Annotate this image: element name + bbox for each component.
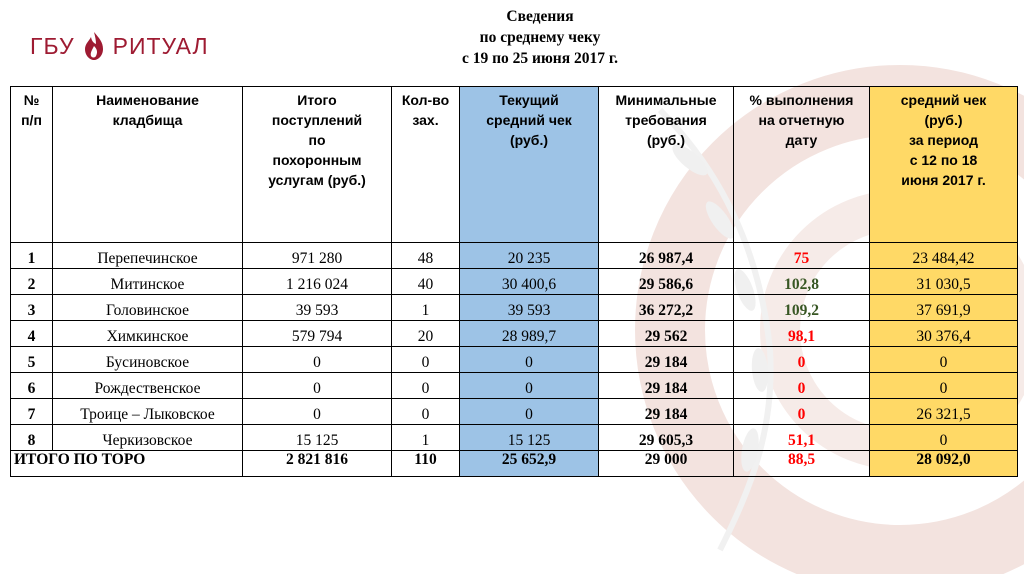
page-title (380, 6, 700, 69)
table-row (11, 269, 1018, 295)
header-num: № п/п (11, 87, 53, 243)
cell-current: 15 125 (460, 425, 599, 451)
cell-prev: 0 (870, 373, 1018, 399)
cell-num: 1 (11, 243, 53, 269)
header-income: Итого поступлений по похоронным услугам (руб.) (243, 87, 392, 243)
cell-num: 8 (11, 425, 53, 451)
cell-income: 0 (243, 347, 392, 373)
cell-name: Бусиновское (53, 347, 243, 373)
cell-min: 29 184 (599, 373, 734, 399)
table-row (11, 373, 1018, 399)
cell-num: 7 (11, 399, 53, 425)
cell-min: 29 184 (599, 347, 734, 373)
cell-pct: 51,1 (734, 425, 870, 451)
cell-pct: 0 (734, 347, 870, 373)
cell-min: 29 184 (599, 399, 734, 425)
total-current: 25 652,9 (460, 451, 599, 477)
cell-min: 29 605,3 (599, 425, 734, 451)
cell-current: 30 400,6 (460, 269, 599, 295)
title-line-1: Сведения (506, 8, 574, 25)
cell-prev: 0 (870, 347, 1018, 373)
cell-count: 0 (392, 399, 460, 425)
table-row (11, 295, 1018, 321)
cell-count: 1 (392, 425, 460, 451)
cell-income: 579 794 (243, 321, 392, 347)
cell-count: 48 (392, 243, 460, 269)
header-pct: % выполнения на отчетную дату (734, 87, 870, 243)
cell-num: 4 (11, 321, 53, 347)
header-count: Кол-во зах. (392, 87, 460, 243)
header-prev: средний чек (руб.) за период с 12 по 18 июня 2017 г. (870, 87, 1018, 243)
title-line-3: с 19 по 25 июня 2017 г. (461, 50, 619, 67)
table-row (11, 399, 1018, 425)
table-row (11, 243, 1018, 269)
cell-num: 2 (11, 269, 53, 295)
cell-count: 1 (392, 295, 460, 321)
cell-name: Химкинское (53, 321, 243, 347)
cell-current: 0 (460, 347, 599, 373)
total-row (11, 451, 1018, 477)
cell-name: Перепечинское (53, 243, 243, 269)
cell-min: 26 987,4 (599, 243, 734, 269)
cell-count: 0 (392, 373, 460, 399)
cell-prev: 26 321,5 (870, 399, 1018, 425)
cell-prev: 30 376,4 (870, 321, 1018, 347)
header-current: Текущий средний чек (руб.) (460, 87, 599, 243)
total-prev: 28 092,0 (870, 451, 1018, 477)
cell-min: 29 586,6 (599, 269, 734, 295)
cell-num: 3 (11, 295, 53, 321)
cell-min: 36 272,2 (599, 295, 734, 321)
cell-prev: 31 030,5 (870, 269, 1018, 295)
flame-icon (81, 30, 107, 62)
cell-prev: 37 691,9 (870, 295, 1018, 321)
total-label: ИТОГО ПО ТОРО (11, 451, 243, 477)
cell-current: 20 235 (460, 243, 599, 269)
cell-income: 0 (243, 373, 392, 399)
cell-pct: 75 (734, 243, 870, 269)
cell-prev: 0 (870, 425, 1018, 451)
cell-prev: 23 484,42 (870, 243, 1018, 269)
report-table (10, 86, 1018, 477)
cell-min: 29 562 (599, 321, 734, 347)
total-pct: 88,5 (734, 451, 870, 477)
cell-name: Троице – Лыковское (53, 399, 243, 425)
cell-pct: 0 (734, 373, 870, 399)
cell-pct: 98,1 (734, 321, 870, 347)
table-row (11, 321, 1018, 347)
cell-income: 0 (243, 399, 392, 425)
cell-income: 1 216 024 (243, 269, 392, 295)
cell-name: Митинское (53, 269, 243, 295)
cell-income: 15 125 (243, 425, 392, 451)
title-line-2: по среднему чеку (479, 29, 601, 46)
total-count: 110 (392, 451, 460, 477)
logo-text-left: ГБУ (30, 32, 75, 59)
cell-name: Черкизовское (53, 425, 243, 451)
header-row (11, 87, 1018, 243)
cell-current: 28 989,7 (460, 321, 599, 347)
cell-current: 0 (460, 373, 599, 399)
table-row (11, 425, 1018, 451)
table-row (11, 347, 1018, 373)
cell-current: 0 (460, 399, 599, 425)
cell-name: Головинское (53, 295, 243, 321)
cell-num: 6 (11, 373, 53, 399)
cell-num: 5 (11, 347, 53, 373)
logo-text-right: РИТУАЛ (112, 32, 209, 59)
cell-count: 0 (392, 347, 460, 373)
cell-current: 39 593 (460, 295, 599, 321)
total-min: 29 000 (599, 451, 734, 477)
cell-pct: 102,8 (734, 269, 870, 295)
header-min: Минимальные требования (руб.) (599, 87, 734, 243)
cell-count: 20 (392, 321, 460, 347)
cell-income: 39 593 (243, 295, 392, 321)
header-name: Наименование кладбища (53, 87, 243, 243)
cell-pct: 109,2 (734, 295, 870, 321)
cell-income: 971 280 (243, 243, 392, 269)
cell-count: 40 (392, 269, 460, 295)
brand-logo (30, 30, 209, 62)
total-income: 2 821 816 (243, 451, 392, 477)
cell-name: Рождественское (53, 373, 243, 399)
cell-pct: 0 (734, 399, 870, 425)
